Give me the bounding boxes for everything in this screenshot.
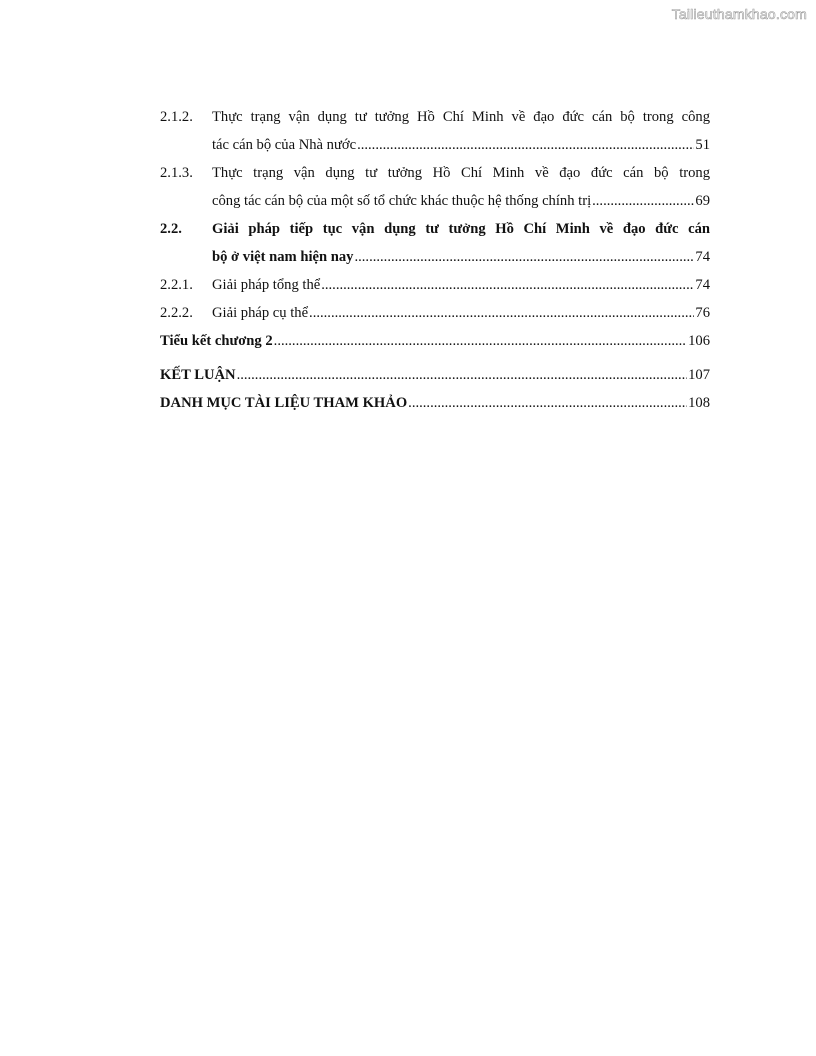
toc-entry-title-line: bộ ở việt nam hiện nay: [212, 249, 354, 265]
toc-page-number: 74: [695, 249, 710, 265]
site-watermark: Tailieuthamkhao.com: [671, 6, 807, 22]
toc-entry-number: 2.2.2.: [160, 305, 193, 321]
toc-entry-title-line: Tiểu kết chương 2: [160, 333, 273, 349]
toc-entry-title-line: Giải pháp tiếp tục vận dụng tư tưởng Hồ Chí Minh về đạo đức cán: [212, 221, 710, 237]
toc-page-number: 51: [695, 137, 710, 153]
toc-entry-title-line: tác cán bộ của Nhà nước: [212, 137, 357, 153]
dot-leader: [592, 187, 694, 215]
toc-entry-title-line: công tác cán bộ của một số tổ chức khác thuộc hệ thống chính trị: [212, 193, 592, 209]
dot-leader: [354, 243, 694, 271]
table-of-contents: [160, 103, 710, 417]
toc-entry-chapter-summary[interactable]: [160, 327, 710, 355]
dot-leader: [309, 299, 694, 327]
toc-page-number: 74: [695, 277, 710, 293]
toc-entry-references[interactable]: [160, 389, 710, 417]
toc-entry-2-1-2[interactable]: [160, 103, 710, 159]
toc-page-number: 108: [688, 395, 710, 411]
dot-leader: [357, 131, 694, 159]
toc-entry-conclusion[interactable]: [160, 361, 710, 389]
dot-leader: [237, 361, 688, 389]
toc-entry-title-line: Thực trạng vận dụng tư tưởng Hồ Chí Minh về đạo đức cán bộ trong: [212, 165, 710, 181]
dot-leader: [408, 389, 687, 417]
toc-entry-2-2-2[interactable]: [160, 299, 710, 327]
toc-page-number: 69: [695, 193, 710, 209]
dot-leader: [274, 327, 687, 355]
toc-entry-title-line: DANH MỤC TÀI LIỆU THAM KHẢO: [160, 395, 408, 411]
dot-leader: [321, 271, 694, 299]
toc-entry-2-1-3[interactable]: [160, 159, 710, 215]
toc-entry-title-line: Thực trạng vận dụng tư tưởng Hồ Chí Minh về đạo đức cán bộ trong công: [212, 109, 710, 125]
toc-entry-2-2-1[interactable]: [160, 271, 710, 299]
toc-entry-number: 2.2.1.: [160, 277, 193, 293]
toc-entry-number: 2.1.3.: [160, 165, 193, 181]
toc-entry-2-2[interactable]: [160, 215, 710, 271]
toc-entry-title-line: Giải pháp tổng thể: [212, 277, 321, 293]
toc-page-number: 106: [688, 333, 710, 349]
toc-entry-number: 2.2.: [160, 221, 182, 237]
toc-entry-title-line: KẾT LUẬN: [160, 367, 236, 383]
toc-page-number: 76: [695, 305, 710, 321]
toc-page-number: 107: [688, 367, 710, 383]
toc-entry-title-line: Giải pháp cụ thể: [212, 305, 309, 321]
toc-entry-number: 2.1.2.: [160, 109, 193, 125]
